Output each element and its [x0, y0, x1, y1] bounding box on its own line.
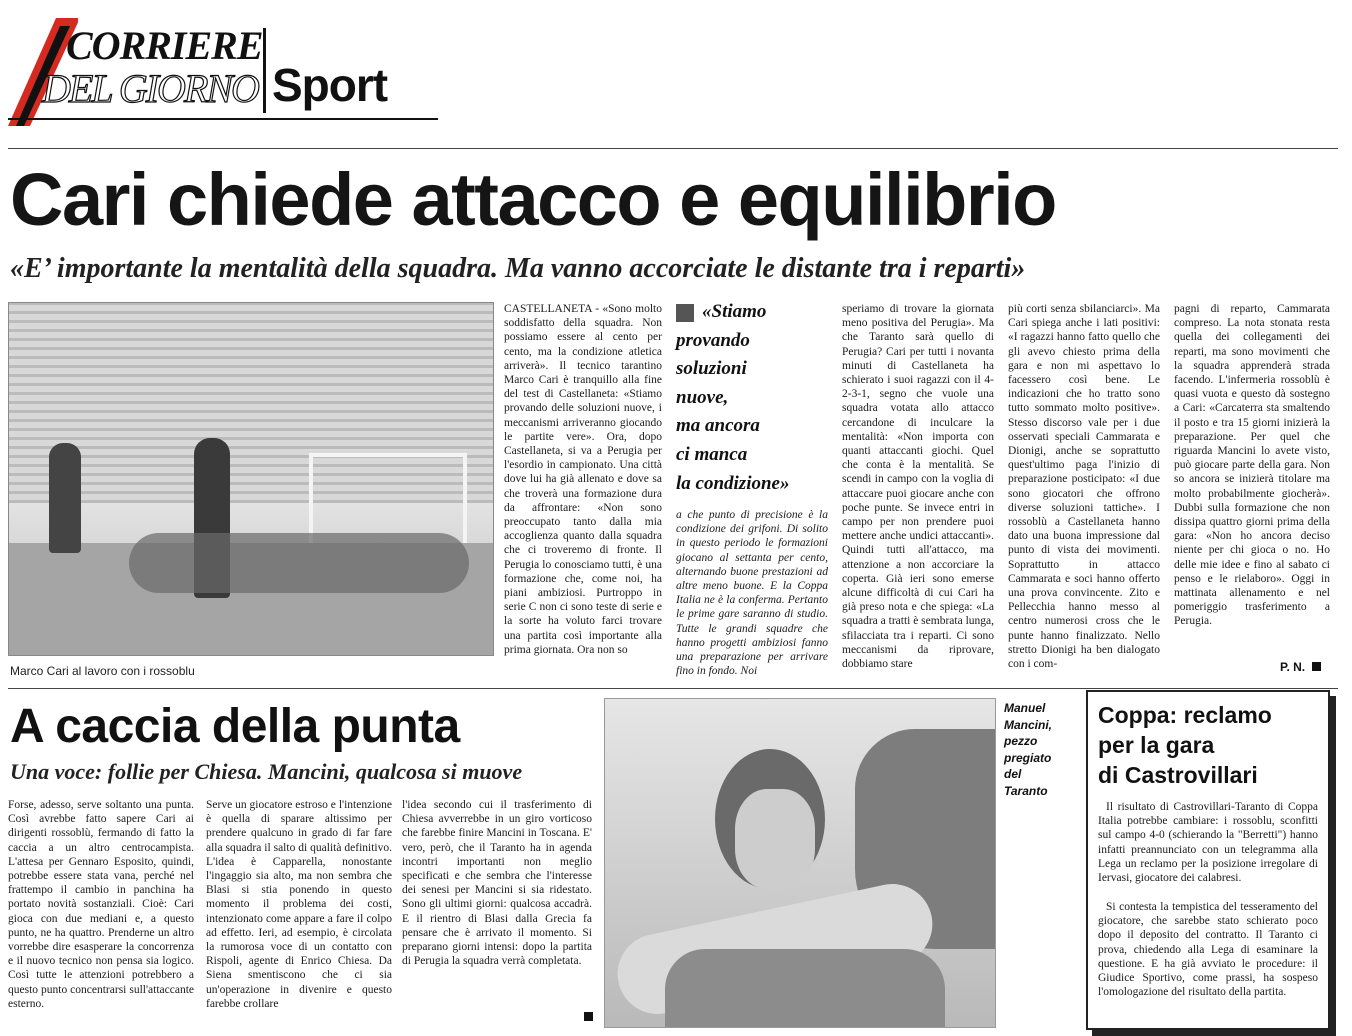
mancini-photo — [604, 698, 996, 1028]
mancini-caption — [1004, 700, 1074, 799]
caption-line-3: pezzo — [1004, 734, 1038, 748]
pullquote-line-7: la condizione» — [676, 472, 790, 494]
top-rule — [8, 148, 1338, 149]
box-headline-1: Coppa: reclamo — [1098, 702, 1272, 728]
article-signature — [1280, 660, 1321, 674]
box-paragraph-1: Il risultato di Castrovillari-Taranto di Coppa Italia potrebbe cambiare: i rossoblu, sconfitti sul campo 4-0 (schierando la "Berretti") hanno infatti preannunciato con un telegramma alla Lega un reclamo per la posizione irregolare di Iervasi, giocatore dei calabresi. — [1098, 801, 1318, 885]
middle-rule — [8, 688, 1338, 689]
pullquote-line-2: provando — [676, 329, 750, 351]
pullquote-line-6: ci manca — [676, 443, 748, 465]
pullquote — [676, 298, 826, 498]
pullquote-line-5: ma ancora — [676, 415, 760, 437]
second-column-2: Serve un giocatore estroso e l'intenzione è quella di sparare altissimo per prendere qualcuno in grado di far fare alla squadra il salto di qualità definitivo. L'idea è Capparella, nonostante l'ingaggio sia alto, ma non sembra che Blasi si stia ponendo in questo momento il problema dei costi, intenzionato come appare a fare il colpo ad effetto. Ieri, ad esempio, è circolata la rumorosa voce di un contatto con Rispoli, agente di Enrico Chiesa. Da Siena smentiscono che ci sia un'operazione in divenire e questo farebbe crollare — [206, 799, 392, 1010]
coppa-box — [1086, 690, 1330, 1030]
box-headline-3: di Castrovillari — [1098, 762, 1258, 788]
main-column-4: più corti senza sbilanciarci». Ma Cari spiega anche i lati positivi: «I ragazzi hanno fatto quello che gli avevo chiesto prima della gara e non mi aspettavo lo facessero così bene. Le indicazioni che ho tratto sono tutto sommato molto positive». Stesso discorso vale per i due osservati speciali Cammarata e Dionigi, anche se soprattutto quest'ultimo paga l'inizio di preparazione posticipato: «I due sono giocatori che offrono diverse soluzioni tattiche». I rossoblù a Castellaneta hanno dato una buona impressione dal punto di vista dei movimenti. Soprattutto in attacco Cammarata e soci hanno offerto una prova convincente. Zito e Pellecchia hanno messo al centro numerosi cross che le punte hanno finalizzato. Nello stretto Dionigi ha ben dialogato con i com- — [1008, 303, 1160, 671]
masthead — [8, 18, 438, 123]
caption-line-6: Taranto — [1004, 783, 1048, 798]
main-headline: Cari chiede attacco e equilibrio — [10, 158, 1056, 241]
second-headline: A caccia della punta — [10, 700, 460, 753]
end-square-icon-2 — [584, 1012, 593, 1021]
box-paragraph-2: Si contesta la tempistica del tesseramento del giocatore, che sarebbe stato schierato poco dopo il deposito del contratto. Il Taranto ci prova, chiedendo alla Lega di esaminare la questione. E ha già avviato le procedure: il Giudice Sportivo, come prassi, ha sospeso l'omologazione del risultato della partita. — [1098, 901, 1318, 999]
second-column-1: Forse, adesso, serve soltanto una punta. Così avrebbe fatto sapere Cari ai dirigenti rossoblù, fermando di fatto la caccia a un altro centrocampista. L'attesa per Gennaro Esposito, quindi, potrebbe essere stata vana, perché nel frattempo il cambio in panchina ha portato novità sostanziali. Cioè: Cari gioca con due mediani e, a questo punto, ne ha quattro. Prenderne un altro vorrebbe dire esasperare la concorrenza e il nuovo tecnico non pensa sia logico. Così tutte le attenzioni potrebbero a questo punto concentrarsi sull'attaccante esterno. — [8, 799, 194, 1010]
pullquote-line-3: soluzioni — [676, 358, 747, 380]
caption-line-5: del — [1004, 767, 1022, 781]
main-column-3: speriamo di trovare la giornata meno positiva del Perugia». Ma che Taranto sarà quello di Perugia? Cari per tutti i novanta minuti di Castellaneta ha schierato i suoi ragazzi con il 4-2-3-1, segno che vuole una squadra votata allo attacco cercandone di inculcare la mentalità: «Non importa con quanti attaccanti giochi. Quel che conta è la mentalità. Se scendi in campo con la voglia di attaccare puoi giocare anche con poche punte. Se invece entri in campo per non prendere puoi mettere anche undici attaccanti». Quindi tutti all'attacco, ma attenzione a non accorciare la coperta. Già ieri sono emerse alcune difficoltà di cui Cari ha già preso nota e che spiega: «La squadra a tratti è sembrata lunga, sfilacciata tra i reparti. Ci sono meccanismi da riprovare, dobbiamo stare — [842, 303, 994, 671]
caption-line-2: Mancini, — [1004, 717, 1053, 732]
main-column-1: CASTELLANETA - «Sono molto soddisfatto della squadra. Non possiamo essere al cento per cento, ma la condizione atletica arriverà». Il tecnico tarantino Marco Cari è tranquillo alla fine del test di Castellaneta: «Stiamo provando delle soluzioni nuove, i meccanismi arriveranno giocando le partite vere». Ora, dopo Castellaneta, si va a Perugia per l'esordio in campionato. Una città dove lui ha già allenato e dove sa che troverà una formazione dura da affrontare: «Non sono preoccupato tanto dalla mia accoglienza quanto dalla squadra che ci troveremo di fronte. Il Perugia lo conosciamo tutti, è una formazione che, come noi, ha piani ambiziosi. Purtroppo in serie C non ci sono teste di serie e la sorte ha voluto farci trovare una partita così importante alla prima giornata. Ora non so — [504, 303, 662, 656]
second-subheadline: Una voce: follie per Chiesa. Mancini, qualcosa si muove — [10, 759, 523, 784]
photo-caption: Marco Cari al lavoro con i rossoblu — [10, 664, 195, 678]
masthead-section: Sport — [272, 59, 388, 111]
square-bullet-icon — [676, 304, 694, 322]
pullquote-line-4: nuove, — [676, 386, 729, 408]
masthead-underline — [8, 118, 438, 120]
signature-text: P. N. — [1280, 660, 1306, 674]
player-face — [735, 789, 815, 889]
masthead-title-line1: CORRIERE — [66, 23, 263, 68]
players-group — [129, 533, 469, 593]
masthead-title-line2: DEL GIORNO — [42, 66, 258, 111]
masthead-divider — [263, 28, 266, 113]
player-shirt — [665, 949, 945, 1028]
box-headline-2: per la gara — [1098, 732, 1215, 758]
second-column-3: l'idea secondo cui il trasferimento di Chiesa avverrebbe in un giro vorticoso che farebbe finire Mancini in Toscana. E' vero, però, che il Taranto ha in agenda incontri importanti non meglio specificati e che sembra che l'interesse dei senesi per Mancini si sia ridestato. Sono gli ultimi giorni: qualcosa accadrà. E il rientro di Blasi dalla Grecia fa pensare che è arrivato il momento. Si preparano giorni intensi: dopo la partita di Perugia la squadra verrà completata. — [402, 799, 592, 968]
pullquote-line-1: «Stiamo — [702, 301, 767, 322]
player-figure — [49, 443, 81, 553]
caption-line-4: pregiato — [1004, 750, 1052, 765]
caption-line-1: Manuel — [1004, 701, 1046, 715]
main-column-2: a che punto di precisione è la condizione dei grifoni. Di solito in questo periodo le formazioni giocano al settanta per cento, alternando buone prestazioni ad altre meno buone. E la Coppa Italia ne è la conferma. Pertanto le prime gare saranno di studio. Tutte le grandi squadre che hanno progetti ambiziosi fanno una preparazione per arrivare fino in fondo. Noi — [676, 509, 828, 678]
main-column-5: pagni di reparto, Cammarata compreso. La nota stonata resta quella dei collegamenti dei reparti, ma sono movimenti che la squadra apprenderà strada facendo. L'infermeria rossoblù è quasi vuota e questo dà sostegno a Cari: «Carcaterra sta smaltendo il posto e tra 15 giorni inizierà la preparazione. Per quel che riguarda Mancini lo avete visto, può giocare parte della gara. Non so ancora se inizierà titolare ma molto probabilmente giocherà». Dubbi sulla formazione che non dissipa quattro giorni prima della gara: «Non ho ancora deciso niente per chi gioca o no. Ho delle mie idee e fino al sabato ci penso e le rielaboro». Oggi in mattinata allenamento e nel pomeriggio trasferimento a Perugia. — [1174, 303, 1330, 628]
main-subheadline: «E’ importante la mentalità della squadra. Ma vanno accorciate le distante tra i reparti» — [10, 253, 1026, 284]
training-photo — [8, 302, 494, 656]
end-square-icon — [1312, 662, 1321, 671]
